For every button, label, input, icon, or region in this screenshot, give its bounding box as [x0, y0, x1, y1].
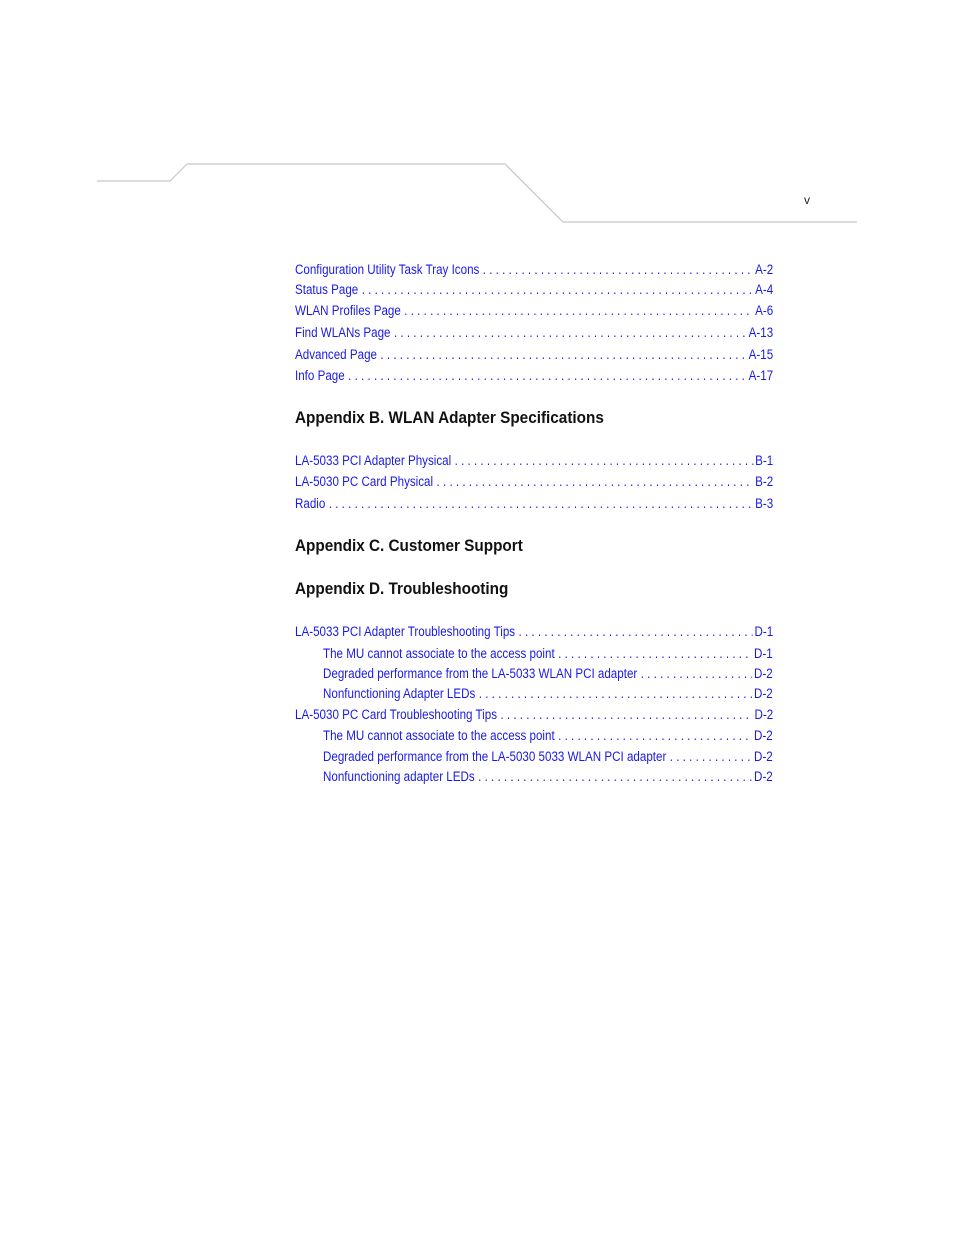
toc-entry-page: D-1	[754, 646, 773, 661]
toc-subentry[interactable]	[323, 728, 773, 744]
toc-entry[interactable]	[295, 347, 773, 363]
toc-entry-page: A-6	[755, 303, 774, 318]
toc-entry-title: LA-5030 PC Card Physical	[295, 474, 434, 489]
toc-entry-title: Advanced Page	[295, 347, 377, 362]
dot-leader	[558, 646, 752, 662]
toc-entry-page: D-2	[754, 666, 773, 681]
dot-leader	[670, 749, 753, 765]
toc-entry-page: B-2	[755, 474, 774, 489]
appendix-d-heading: Appendix D. Troubleshooting	[295, 579, 509, 598]
toc-entry[interactable]	[295, 496, 773, 512]
toc-entry-title: WLAN Profiles Page	[295, 303, 401, 318]
toc-entry-title: The MU cannot associate to the access point	[323, 728, 555, 743]
appendix-c-heading: Appendix C. Customer Support	[295, 536, 523, 555]
dot-leader	[479, 686, 753, 702]
toc-entry-page: B-1	[755, 453, 774, 468]
toc-entry[interactable]	[295, 453, 773, 469]
toc-subentry[interactable]	[323, 686, 773, 702]
toc-entry-title: Nonfunctioning adapter LEDs	[323, 769, 475, 784]
toc-subentry[interactable]	[323, 749, 773, 765]
toc-entry-page: D-2	[754, 749, 773, 764]
toc-entry-title: Degraded performance from the LA-5033 WLAN PCI adapter	[323, 666, 638, 681]
toc-entry[interactable]	[295, 474, 773, 490]
toc-subentry[interactable]	[323, 769, 773, 785]
toc-entry-title: LA-5030 PC Card Troubleshooting Tips	[295, 707, 498, 722]
toc-entry-page: D-2	[754, 686, 773, 701]
toc-entry-title: Info Page	[295, 368, 345, 383]
appendix-b-heading: Appendix B. WLAN Adapter Specifications	[295, 408, 604, 427]
page-number: v	[804, 193, 810, 207]
toc-entry-title: Status Page	[295, 282, 359, 297]
toc-subentry[interactable]	[323, 646, 773, 662]
toc-entry-page: B-3	[755, 496, 774, 511]
header-rule	[0, 0, 954, 240]
toc-entry-page: D-2	[754, 769, 773, 784]
dot-leader	[329, 496, 754, 512]
toc-entry[interactable]	[295, 303, 773, 319]
toc-entry-title: The MU cannot associate to the access point	[323, 646, 555, 661]
dot-leader	[558, 728, 752, 744]
toc-entry-title: Find WLANs Page	[295, 325, 391, 340]
dot-leader	[500, 707, 752, 723]
dot-leader	[394, 325, 747, 341]
toc-entry[interactable]	[295, 262, 773, 278]
toc-entry-title: LA-5033 PCI Adapter Troubleshooting Tips	[295, 624, 516, 639]
toc-subentry[interactable]	[323, 666, 773, 682]
toc-entry-page: D-1	[754, 624, 774, 639]
dot-leader	[348, 368, 747, 384]
toc-entry-title: Radio	[295, 496, 326, 511]
toc-entry-page: A-17	[748, 368, 774, 383]
dot-leader	[519, 624, 753, 640]
toc-entry-page: A-13	[748, 325, 774, 340]
dot-leader	[437, 474, 754, 490]
toc-entry-page: A-15	[748, 347, 774, 362]
toc-entry-title: LA-5033 PCI Adapter Physical	[295, 453, 452, 468]
toc-entry-page: A-4	[755, 282, 774, 297]
dot-leader	[380, 347, 746, 363]
dot-leader	[362, 282, 754, 298]
dot-leader	[404, 303, 753, 319]
toc-entry-page: A-2	[755, 262, 774, 277]
toc-entry[interactable]	[295, 368, 773, 384]
toc-entry-page: D-2	[754, 728, 773, 743]
toc-entry-title: Configuration Utility Task Tray Icons	[295, 262, 480, 277]
toc-entry[interactable]	[295, 707, 773, 723]
toc-entry-title: Nonfunctioning Adapter LEDs	[323, 686, 476, 701]
toc-entry-page: D-2	[754, 707, 774, 722]
dot-leader	[641, 666, 753, 682]
dot-leader	[483, 262, 754, 278]
toc-entry[interactable]	[295, 624, 773, 640]
dot-leader	[455, 453, 754, 469]
toc-entry[interactable]	[295, 282, 773, 298]
toc-entry[interactable]	[295, 325, 773, 341]
toc-entry-title: Degraded performance from the LA-5030 5033 WLAN PCI adapter	[323, 749, 667, 764]
dot-leader	[478, 769, 752, 785]
